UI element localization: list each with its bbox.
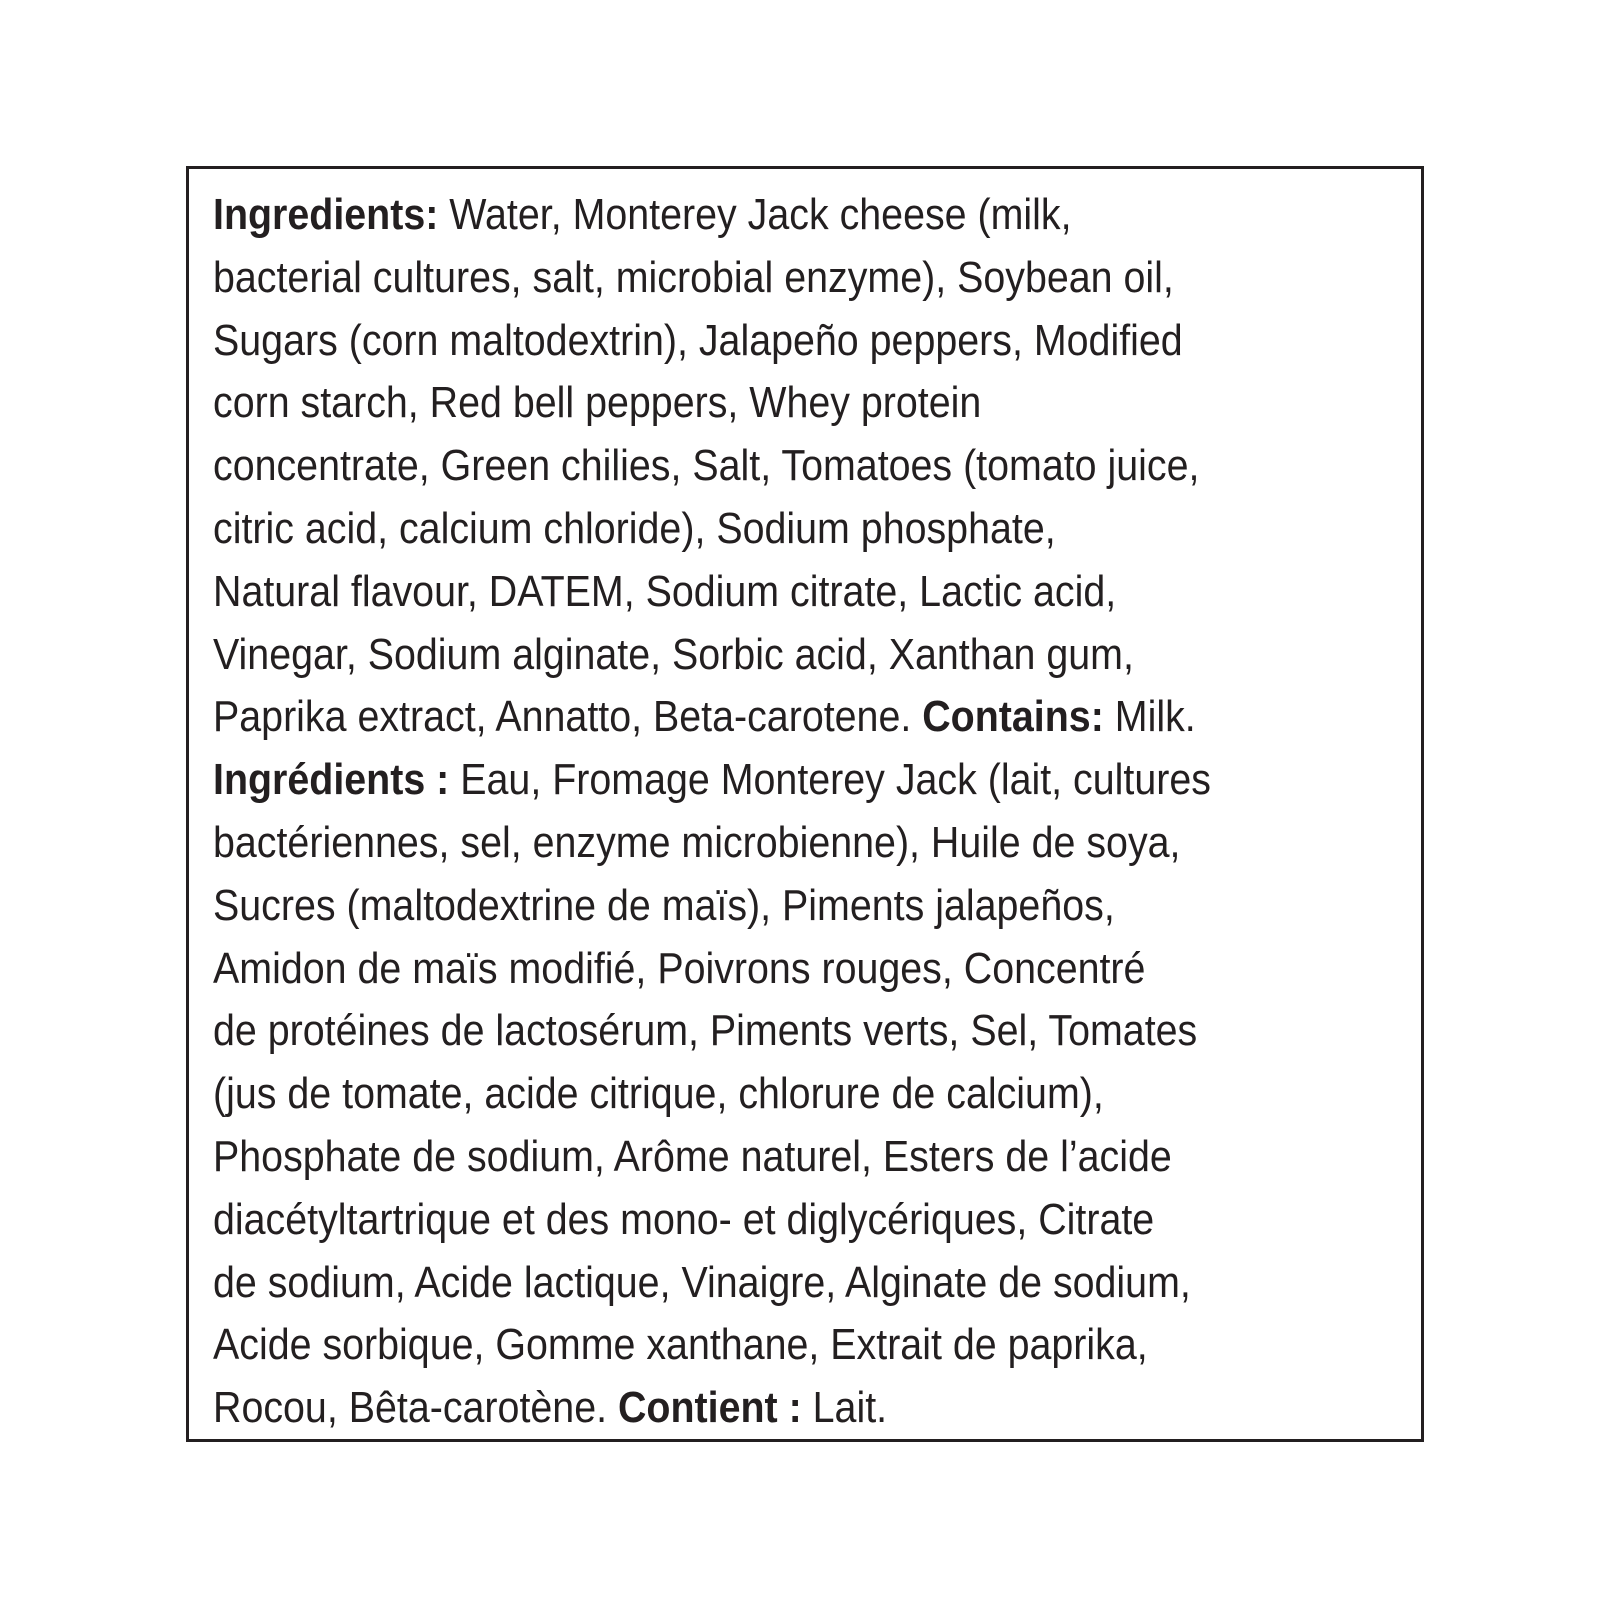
english-line-9	[213, 686, 1287, 749]
french-line-8: diacétyltartrique et des mono- et diglycériques, Citrate	[213, 1194, 1155, 1244]
french-contains-value: Lait.	[801, 1383, 888, 1433]
english-contains-label: Contains:	[922, 692, 1104, 742]
english-ingredients-end: Paprika extract, Annatto, Beta-carotene.	[213, 692, 923, 742]
french-line-4: Amidon de maïs modifié, Poivrons rouges, Concentré	[213, 943, 1146, 993]
english-ingredients-heading: Ingredients:	[213, 190, 439, 239]
english-line-1	[213, 184, 1287, 247]
french-line-10: Acide sorbique, Gomme xanthane, Extrait de paprika,	[213, 1320, 1148, 1370]
english-line-8: Vinegar, Sodium alginate, Sorbic acid, Xanthan gum,	[213, 629, 1134, 679]
french-line-1	[213, 749, 1287, 812]
ingredients-panel	[186, 166, 1424, 1442]
french-ingredients-heading: Ingrédients :	[213, 755, 450, 805]
english-line-2: bacterial cultures, salt, microbial enzyme), Soybean oil,	[213, 252, 1174, 302]
ingredients-text	[213, 184, 1287, 1440]
french-line-2: bactériennes, sel, enzyme microbienne), Huile de soya,	[213, 817, 1181, 867]
french-ingredients-text: Eau, Fromage Monterey Jack (lait, cultures	[449, 755, 1211, 805]
english-line-3: Sugars (corn maltodextrin), Jalapeño peppers, Modified	[213, 315, 1183, 365]
french-line-7: Phosphate de sodium, Arôme naturel, Esters de l’acide	[213, 1131, 1172, 1181]
english-line-4: corn starch, Red bell peppers, Whey protein	[213, 378, 982, 428]
french-line-11	[213, 1377, 1287, 1440]
french-line-5: de protéines de lactosérum, Piments verts, Sel, Tomates	[213, 1006, 1198, 1056]
english-contains-value: Milk.	[1103, 692, 1196, 742]
french-line-9: de sodium, Acide lactique, Vinaigre, Alginate de sodium,	[213, 1257, 1191, 1307]
english-ingredients-text: Water, Monterey Jack cheese (milk,	[438, 190, 1072, 239]
english-line-5: concentrate, Green chilies, Salt, Tomatoes (tomato juice,	[213, 441, 1200, 491]
french-ingredients-end: Rocou, Bêta-carotène.	[213, 1383, 618, 1433]
french-line-3: Sucres (maltodextrine de maïs), Piments jalapeños,	[213, 880, 1115, 930]
french-line-6: (jus de tomate, acide citrique, chlorure de calcium),	[213, 1069, 1104, 1119]
french-contains-label: Contient :	[617, 1383, 802, 1433]
english-line-7: Natural flavour, DATEM, Sodium citrate, Lactic acid,	[213, 566, 1117, 616]
english-line-6: citric acid, calcium chloride), Sodium phosphate,	[213, 503, 1056, 553]
